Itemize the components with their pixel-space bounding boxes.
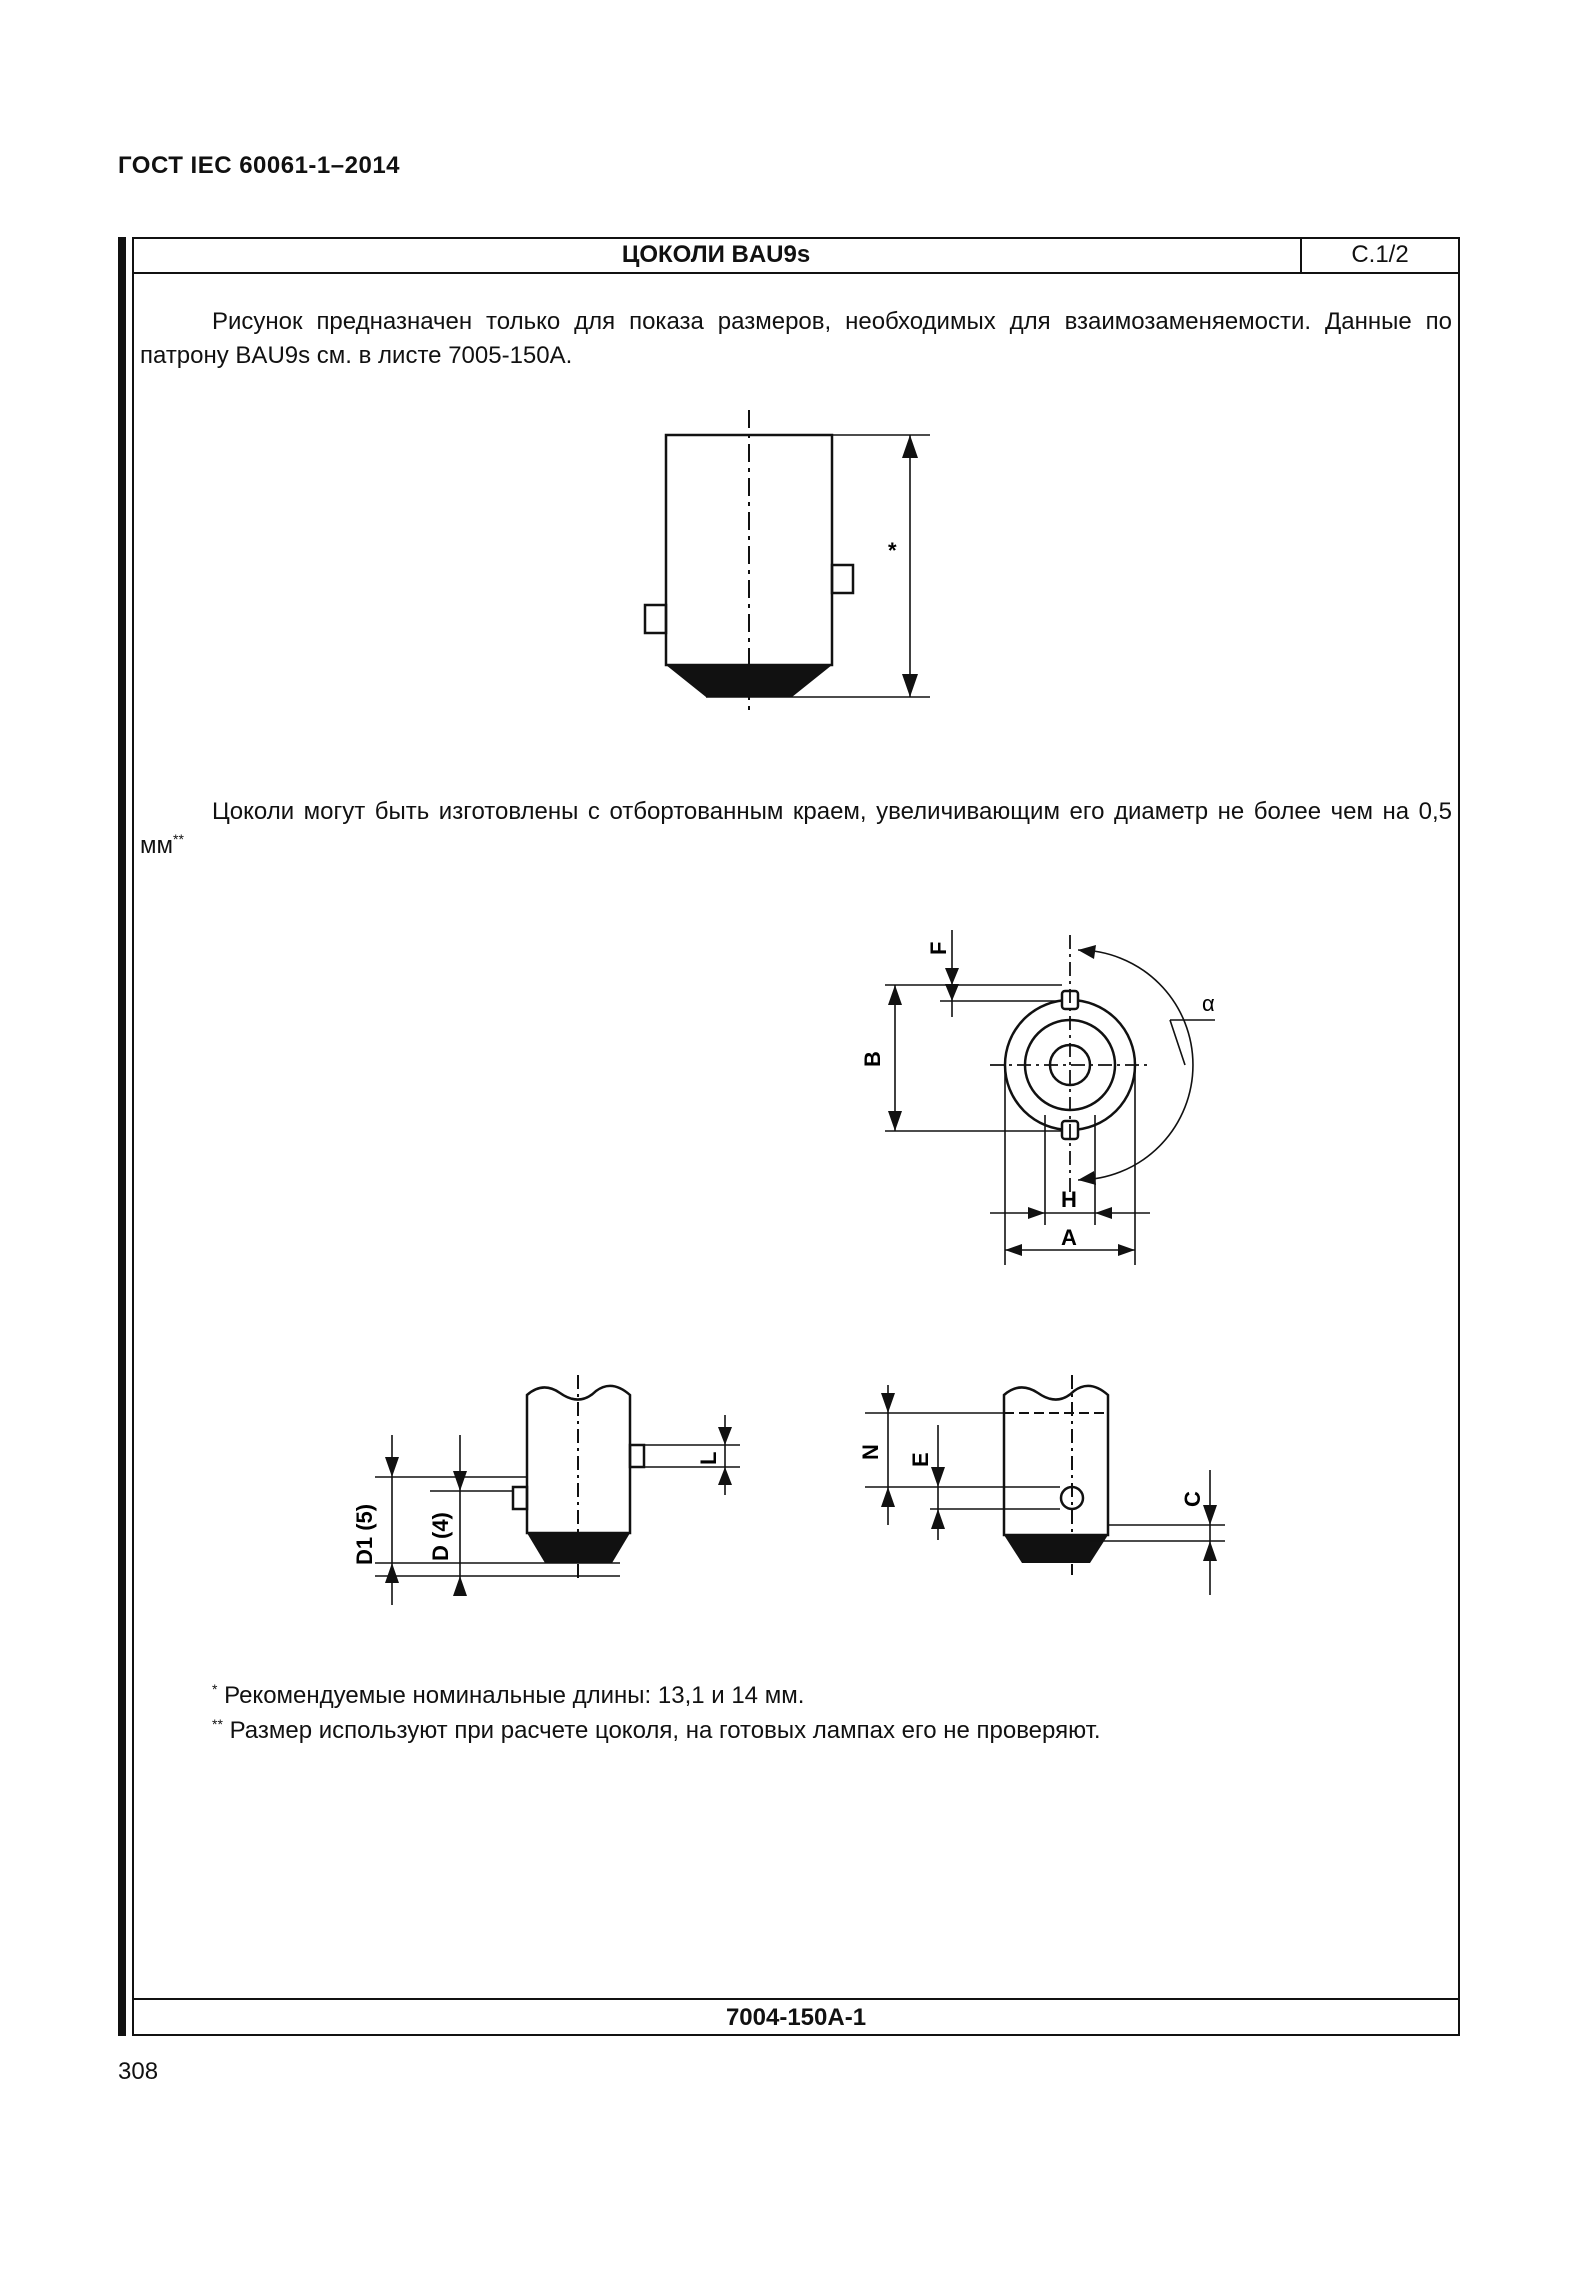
footnote-1: [212, 1682, 804, 1710]
pin-left: [645, 605, 666, 633]
footnote-2: [212, 1717, 1101, 1745]
pin-right: [832, 565, 853, 593]
label-L: L: [696, 1451, 721, 1465]
title-block: [132, 237, 1460, 274]
label-F: F: [926, 941, 951, 955]
footnote-1-mark: *: [212, 1681, 218, 1697]
flange-text: Цоколи могут быть изготовлены с отбортованным краем, увеличивающим его диаметр не более чем на 0,5 мм: [140, 798, 1452, 859]
sheet-number: С.1/2: [1351, 241, 1409, 268]
intro-paragraph: Рисунок предназначен только для показа размеров, необходимых для взаимозаменяемости. Данные по патрону BAU9s см. в листе 7005-150A.: [140, 308, 1452, 369]
label-B: B: [860, 1051, 885, 1067]
label-H: H: [1061, 1187, 1077, 1212]
flange-note-mark: **: [173, 831, 184, 847]
label-E: E: [908, 1452, 933, 1467]
margin-bar: [118, 237, 126, 2036]
sheet-code: 7004-150A-1: [725, 2004, 867, 2031]
footnote-1-text: Рекомендуемые номинальные длины: 13,1 и 14 мм.: [224, 1682, 805, 1709]
cap-pin-position-drawing: [830, 1365, 1260, 1615]
flange-paragraph: [140, 795, 1452, 863]
footer-block: [132, 1998, 1460, 2036]
contact-base-lower-right: [1004, 1535, 1108, 1563]
document-header: ГОСТ IEC 60061-1–2014: [118, 152, 401, 179]
cap-pin-height-drawing: [330, 1365, 760, 1615]
cap-body-lower-right: [1004, 1386, 1108, 1535]
page-number: 308: [118, 2058, 159, 2085]
sheet-title: ЦОКОЛИ BAU9s: [621, 241, 811, 268]
label-D: D (4): [428, 1512, 453, 1561]
pin-lower: [513, 1487, 527, 1509]
cap-end-view-drawing: [840, 905, 1260, 1285]
footnote-2-text: Размер используют при расчете цоколя, на готовых лампах его не проверяют.: [229, 1717, 1101, 1744]
label-N: N: [858, 1444, 883, 1460]
length-mark: *: [888, 538, 897, 563]
pin-upper: [630, 1445, 644, 1467]
footnote-2-mark: **: [212, 1716, 223, 1732]
label-D1: D1 (5): [352, 1503, 377, 1565]
label-alpha: α: [1202, 991, 1215, 1016]
label-C: C: [1180, 1491, 1205, 1507]
label-A: A: [1061, 1225, 1077, 1250]
cap-side-view-drawing: [600, 400, 960, 720]
